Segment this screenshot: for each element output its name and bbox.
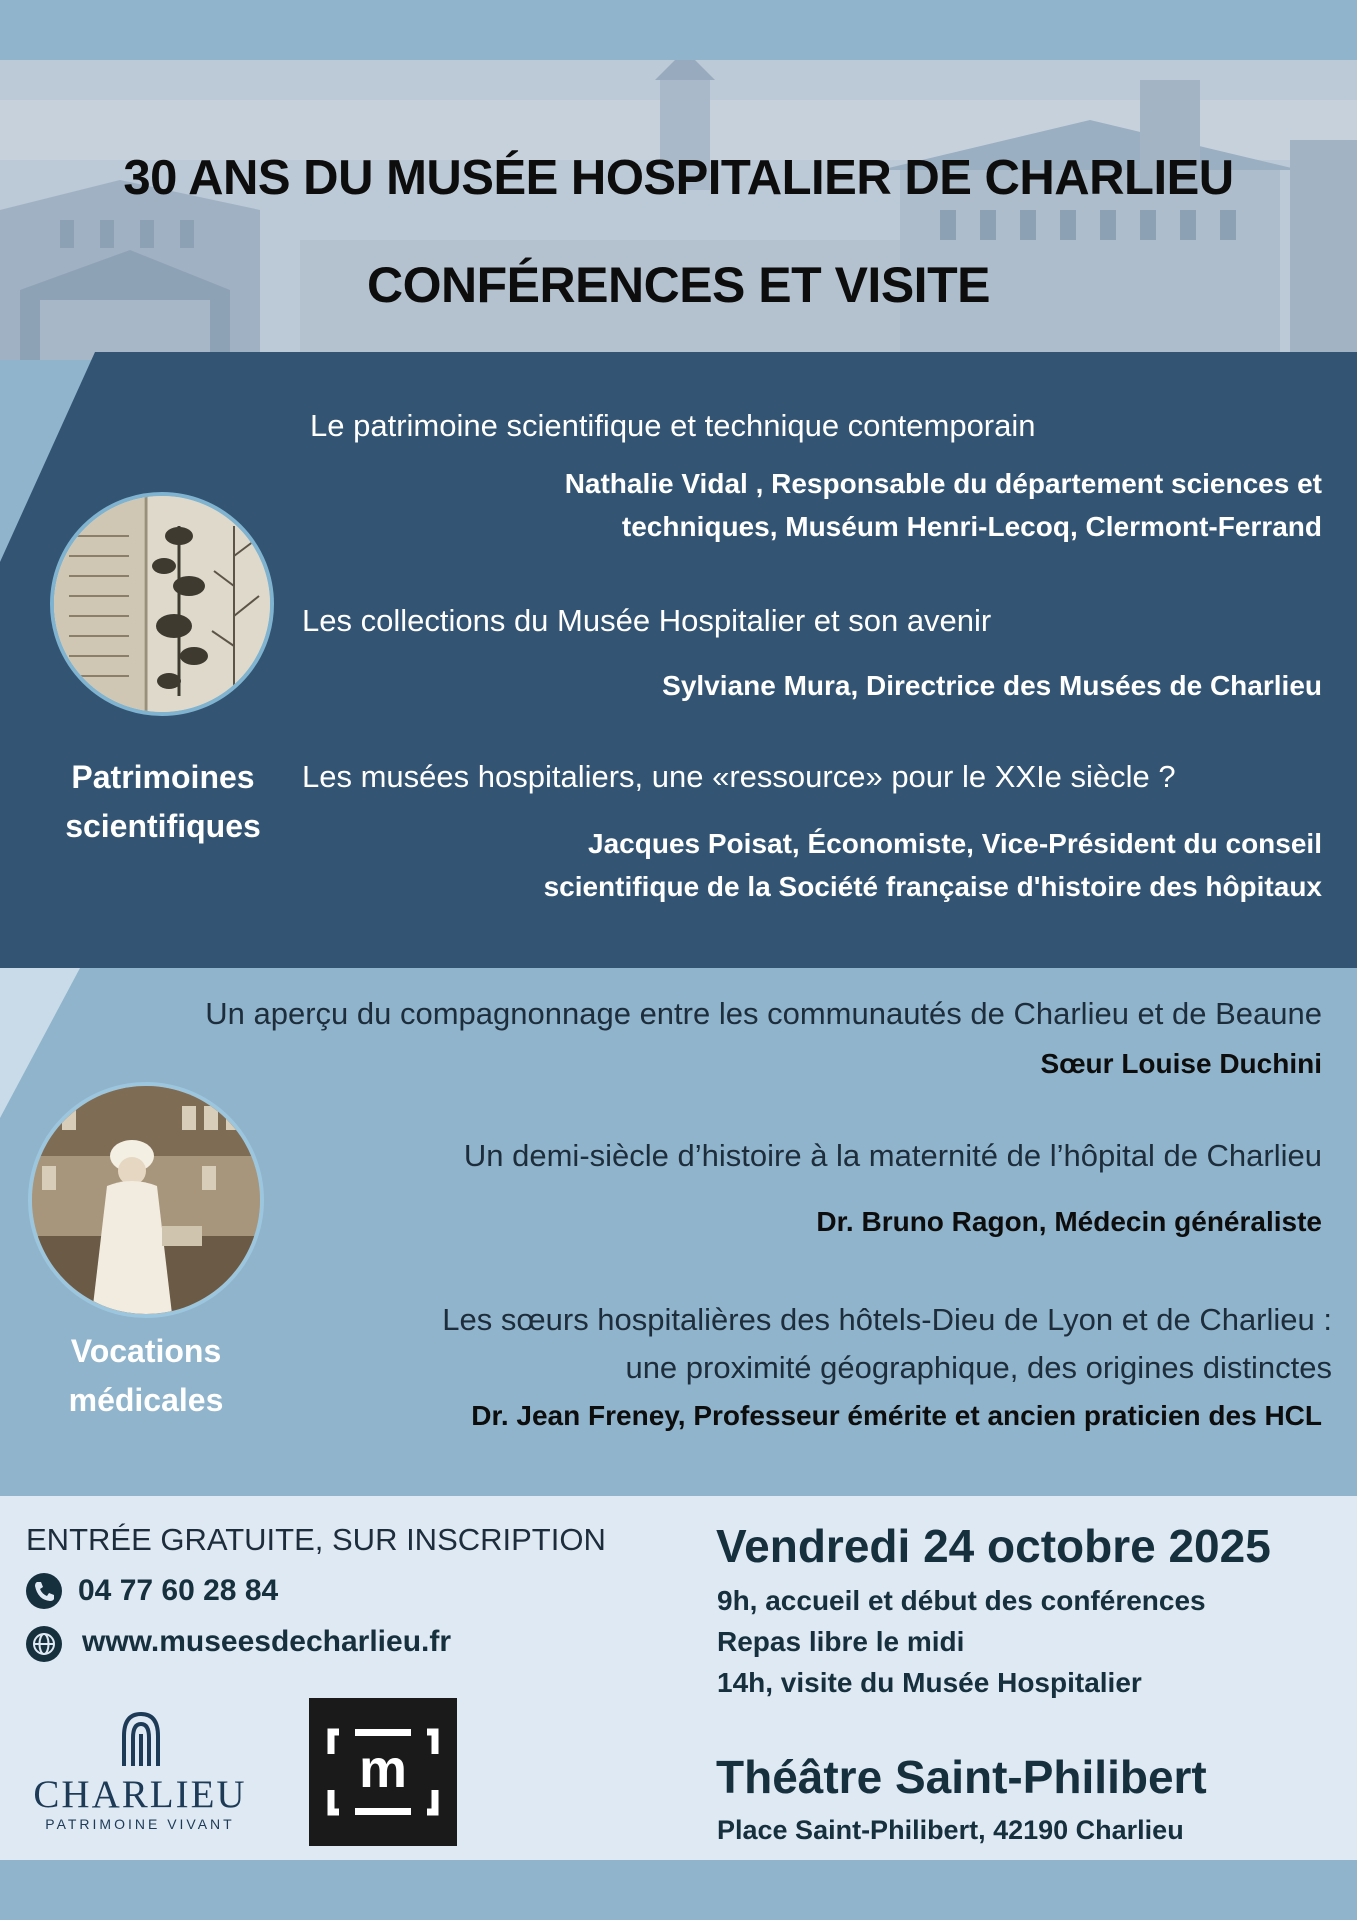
talk-title: Les musées hospitaliers, une «ressource» pour le XXIe siècle ? xyxy=(302,759,1176,794)
talk-title: Les collections du Musée Hospitalier et son avenir xyxy=(302,603,992,638)
subtitle: CONFÉRENCES ET VISITE xyxy=(367,257,990,313)
talk-speaker: Sœur Louise Duchini xyxy=(1040,1048,1322,1079)
nurse-illustration xyxy=(32,1086,260,1314)
herbarium-photo xyxy=(50,492,274,716)
venue-address: Place Saint-Philibert, 42190 Charlieu xyxy=(717,1815,1184,1845)
speaker-line: techniques, Muséum Henri-Lecoq, Clermont-Ferrand xyxy=(621,511,1322,542)
entry-info: ENTRÉE GRATUITE, SUR INSCRIPTION xyxy=(26,1522,606,1557)
charlieu-logo-tagline: PATRIMOINE VIVANT xyxy=(45,1816,235,1832)
website-link[interactable]: www.museesdecharlieu.fr xyxy=(82,1625,452,1658)
main-title: 30 ANS DU MUSÉE HOSPITALIER DE CHARLIEU xyxy=(123,151,1234,205)
event-schedule xyxy=(717,1580,1206,1703)
schedule-item: 14h, visite du Musée Hospitalier xyxy=(717,1667,1142,1698)
talk-speaker xyxy=(422,462,1322,548)
header-photo-banner xyxy=(0,60,1357,360)
talk-speaker xyxy=(362,822,1322,908)
phone-icon xyxy=(26,1573,62,1609)
talk-title: Un aperçu du compagnonnage entre les communautés de Charlieu et de Beaune xyxy=(205,996,1322,1031)
venue-name: Théâtre Saint-Philibert xyxy=(716,1751,1207,1803)
section-label-line: Vocations xyxy=(70,1333,222,1369)
globe-icon xyxy=(26,1626,62,1662)
section-label-line: scientifiques xyxy=(65,808,261,844)
talk-title: Le patrimoine scientifique et technique contemporain xyxy=(310,408,1036,443)
charlieu-logo-name: CHARLIEU xyxy=(33,1773,247,1816)
schedule-item: 9h, accueil et début des conférences xyxy=(717,1585,1206,1616)
talk-title-line: Les sœurs hospitalières des hôtels-Dieu de Lyon et de Charlieu : xyxy=(442,1302,1332,1337)
schedule-item: Repas libre le midi xyxy=(717,1626,965,1657)
speaker-line: Jacques Poisat, Économiste, Vice-Président du conseil xyxy=(588,828,1322,859)
charlieu-logo xyxy=(30,1708,250,1832)
museum-logo xyxy=(309,1698,457,1846)
section-label-medical xyxy=(20,1327,272,1425)
event-date: Vendredi 24 octobre 2025 xyxy=(716,1520,1271,1572)
talk-speaker: Dr. Jean Freney, Professeur émérite et ancien praticien des HCL xyxy=(471,1400,1322,1431)
globe-icon-glyph xyxy=(26,1626,62,1662)
section-label-line: médicales xyxy=(68,1382,224,1418)
section-label-line: Patrimoines xyxy=(71,759,255,795)
phone-number[interactable]: 04 77 60 28 84 xyxy=(78,1574,279,1607)
footer-band xyxy=(0,1860,1357,1920)
section-label-scientific xyxy=(40,753,286,851)
talk-title xyxy=(332,1296,1332,1392)
talk-title-line: une proximité géographique, des origines distinctes xyxy=(625,1350,1332,1385)
town-photo-illustration xyxy=(0,60,1357,360)
talk-speaker: Dr. Bruno Ragon, Médecin généraliste xyxy=(816,1206,1322,1237)
talk-speaker: Sylviane Mura, Directrice des Musées de Charlieu xyxy=(662,670,1322,701)
speaker-line: scientifique de la Société française d'histoire des hôpitaux xyxy=(543,871,1322,902)
talk-title: Un demi-siècle d’histoire à la maternité de l’hôpital de Charlieu xyxy=(463,1138,1322,1173)
nurse-photo xyxy=(28,1082,264,1318)
charlieu-arch-icon xyxy=(114,1708,168,1768)
herbarium-illustration xyxy=(54,496,270,712)
speaker-line: Nathalie Vidal , Responsable du département sciences et xyxy=(564,468,1322,499)
museum-logo-letter: m xyxy=(358,1739,407,1799)
phone-icon-glyph xyxy=(26,1573,62,1609)
